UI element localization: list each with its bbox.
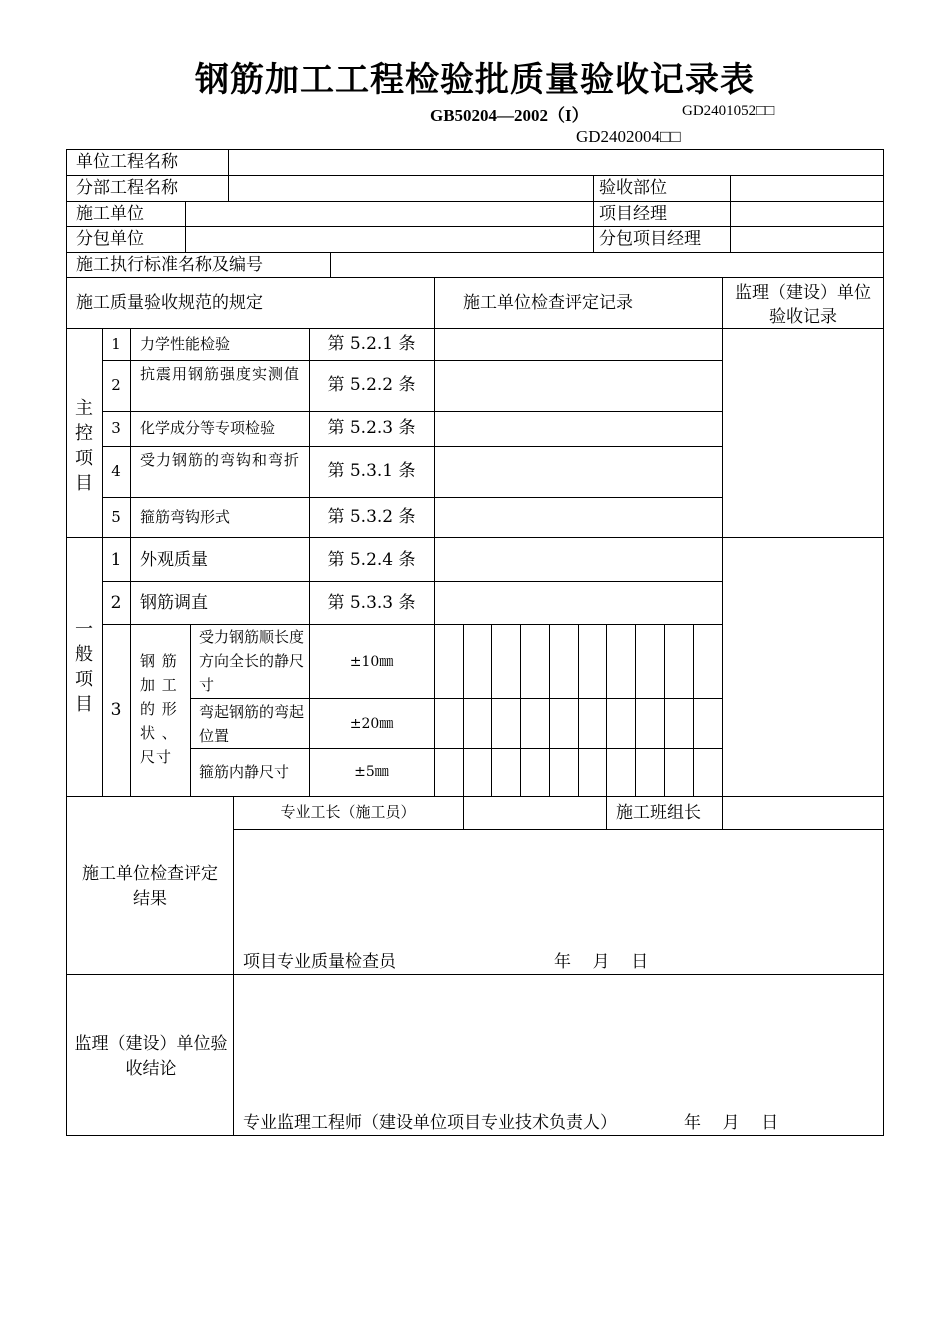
grid-line <box>606 624 607 796</box>
supervision-header-line2: 验收记录 <box>769 307 837 327</box>
col-line <box>130 328 131 796</box>
engineer-label: 专业监理工程师（建设单位项目专业技术负责人） <box>243 1113 617 1133</box>
item-name: 受力钢筋的弯钩和弯折 <box>140 451 301 469</box>
item-no: 2 <box>111 376 121 394</box>
sub-item-name: 受力钢筋顺长度方向全长的静尺寸 <box>199 628 305 694</box>
row-line <box>66 175 884 176</box>
row-line <box>102 624 722 625</box>
project-manager-label: 项目经理 <box>599 204 667 224</box>
label-char: 目 <box>75 694 93 715</box>
inspector-label: 项目专业质量检查员 <box>243 952 396 972</box>
item-no: 5 <box>111 508 121 526</box>
col-line <box>730 175 731 252</box>
row-line <box>190 698 722 699</box>
date-1: 年 月 日 <box>554 952 649 972</box>
row-line <box>66 796 884 797</box>
sub-project-manager-label: 分包项目经理 <box>599 229 701 249</box>
grid-line <box>635 624 636 796</box>
item-clause: 第 5.2.1 条 <box>327 334 416 354</box>
row-line <box>102 360 722 361</box>
result-label: 施工单位检查评定结果 <box>82 864 218 909</box>
row-line <box>66 226 884 227</box>
row-line <box>66 974 884 975</box>
item-name: 化学成分等专项检验 <box>140 419 276 437</box>
conclusion-label: 监理（建设）单位验收结论 <box>74 1034 228 1079</box>
col-line <box>722 796 723 829</box>
form-code-1: GD2401052□□ <box>682 103 775 119</box>
col-line <box>330 252 331 277</box>
sub-item-tolerance: ±20㎜ <box>349 716 394 732</box>
spec-header: 施工质量验收规范的规定 <box>76 293 263 313</box>
item-name: 钢筋调直 <box>140 593 208 613</box>
item-no: 1 <box>110 550 122 570</box>
grid-line <box>491 624 492 796</box>
sub-item-tolerance: ±10㎜ <box>349 654 394 670</box>
construction-unit-label: 施工单位 <box>76 204 144 224</box>
supervision-header-line1: 监理（建设）单位 <box>735 283 871 303</box>
row-line <box>190 748 722 749</box>
general-label <box>66 617 102 717</box>
team-leader-label: 施工班组长 <box>616 803 701 823</box>
row-line <box>66 277 884 278</box>
foreman-label: 专业工长（施工员） <box>280 803 416 821</box>
row-line <box>102 446 722 447</box>
row-line <box>66 537 884 538</box>
col-line <box>190 624 191 796</box>
unit-project-label: 单位工程名称 <box>76 152 178 172</box>
grid-line <box>693 624 694 796</box>
sub-item-name: 弯起钢筋的弯起位置 <box>199 703 305 745</box>
row-line <box>102 581 722 582</box>
form-code-2: GD2402004□□ <box>576 127 681 146</box>
label-char: 项 <box>75 669 93 690</box>
label-char: 主 <box>75 398 93 419</box>
label-char: 控 <box>75 423 93 444</box>
page-title: 钢筋加工工程检验批质量验收记录表 <box>195 60 755 100</box>
item-name: 力学性能检验 <box>140 335 231 353</box>
item-no: 4 <box>111 462 121 480</box>
date-2: 年 月 日 <box>684 1113 779 1133</box>
supervision-header <box>722 281 884 329</box>
standard-name-label: 施工执行标准名称及编号 <box>76 255 263 275</box>
grid-line <box>549 624 550 796</box>
col-line <box>434 277 435 796</box>
row-line <box>66 252 884 253</box>
row-line <box>66 201 884 202</box>
item-no: 3 <box>110 700 122 720</box>
row-line <box>102 497 722 498</box>
grid-line <box>664 624 665 796</box>
grid-line <box>578 624 579 796</box>
row-line <box>233 829 884 830</box>
grid-line <box>520 624 521 796</box>
item-name: 箍筋弯钩形式 <box>140 508 231 526</box>
item-clause: 第 5.2.2 条 <box>327 375 416 395</box>
sub-project-label: 分部工程名称 <box>76 178 178 198</box>
item-clause: 第 5.3.1 条 <box>327 461 416 481</box>
item-group: 钢 筋 加 工 的 形 状 、 尺寸 <box>140 652 178 766</box>
item-name: 外观质量 <box>140 550 208 570</box>
label-char: 目 <box>75 473 93 494</box>
col-line <box>593 175 594 252</box>
col-line <box>228 149 229 201</box>
col-line <box>233 796 234 1136</box>
grid-line <box>463 624 464 796</box>
main-control-label <box>66 396 102 496</box>
item-no: 3 <box>111 419 121 437</box>
col-line <box>606 796 607 829</box>
col-line <box>722 277 723 796</box>
row-line <box>102 411 722 412</box>
sub-item-tolerance: ±5㎜ <box>354 764 389 780</box>
col-line <box>463 796 464 829</box>
item-name: 抗震用钢筋强度实测值 <box>140 365 301 383</box>
subcontractor-label: 分包单位 <box>76 229 144 249</box>
item-clause: 第 5.3.3 条 <box>327 593 416 613</box>
acceptance-part-label: 验收部位 <box>599 178 667 198</box>
label-char: 项 <box>75 448 93 469</box>
item-no: 1 <box>111 335 121 353</box>
label-char: 一 <box>75 619 93 640</box>
item-clause: 第 5.3.2 条 <box>327 507 416 527</box>
sub-item-name: 箍筋内静尺寸 <box>199 763 290 781</box>
item-clause: 第 5.2.3 条 <box>327 418 416 438</box>
label-char: 般 <box>75 644 93 665</box>
standard-code: GB50204—2002（I） <box>430 106 589 125</box>
col-line <box>185 201 186 252</box>
check-record-header: 施工单位检查评定记录 <box>463 293 633 313</box>
item-no: 2 <box>110 593 122 613</box>
item-clause: 第 5.2.4 条 <box>327 550 416 570</box>
